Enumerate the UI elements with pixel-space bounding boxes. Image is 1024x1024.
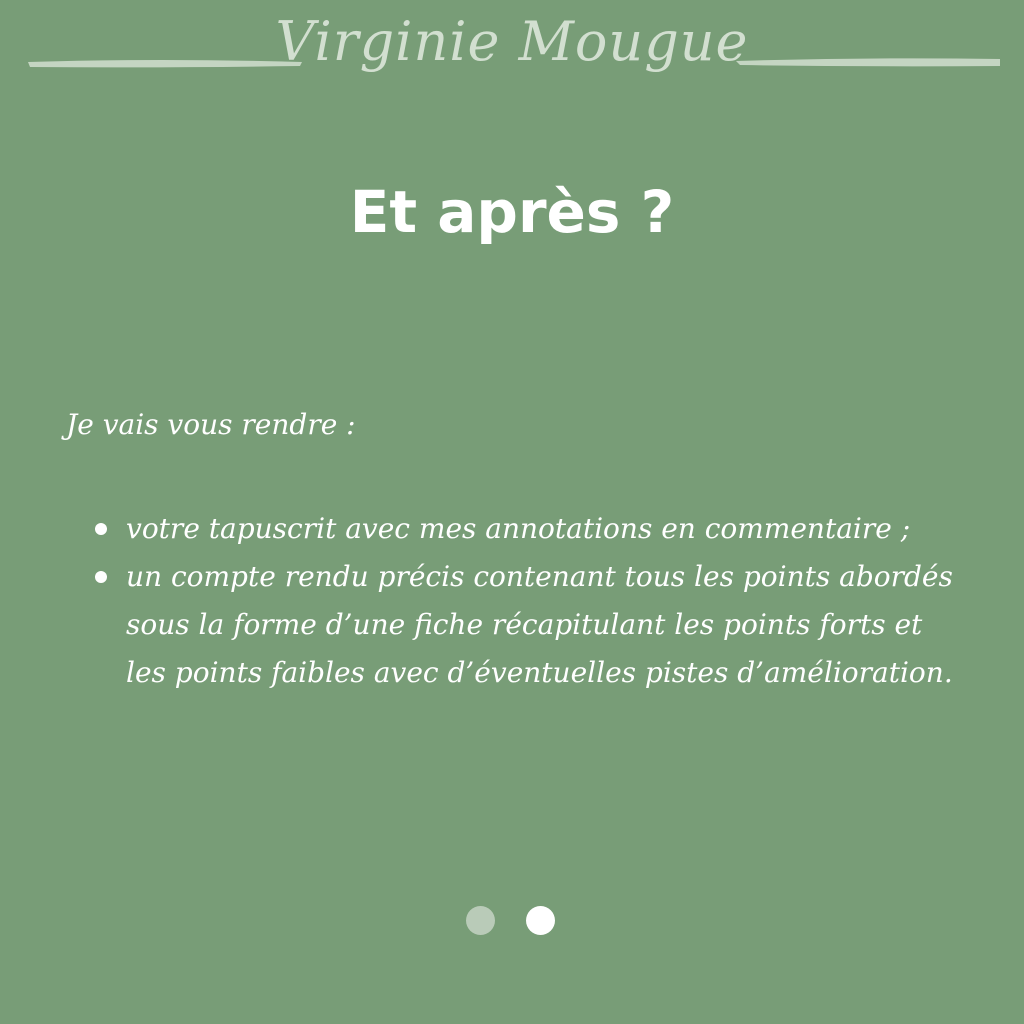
page-title: Et après ? xyxy=(349,178,675,246)
pager-dot-2-active[interactable] xyxy=(526,906,555,935)
intro-text: Je vais vous rendre : xyxy=(66,408,356,441)
bullet-icon xyxy=(95,523,107,535)
list-item-text: votre tapuscrit avec mes annotations en commentaire ; xyxy=(126,512,911,545)
carousel-pager xyxy=(466,906,562,936)
bullet-icon xyxy=(95,571,107,583)
brand-signature: Virginie Mougue xyxy=(275,10,749,73)
list-item xyxy=(86,553,966,697)
list-item-text: un compte rendu précis contenant tous les points abordés sous la forme d’une fiche récapitulant les points forts et les points faibles avec d’éventuelles pistes d’amélioration. xyxy=(126,560,953,689)
bullet-list xyxy=(86,505,966,697)
pager-dot-1[interactable] xyxy=(466,906,495,935)
header xyxy=(0,0,1024,130)
list-item xyxy=(86,505,966,553)
